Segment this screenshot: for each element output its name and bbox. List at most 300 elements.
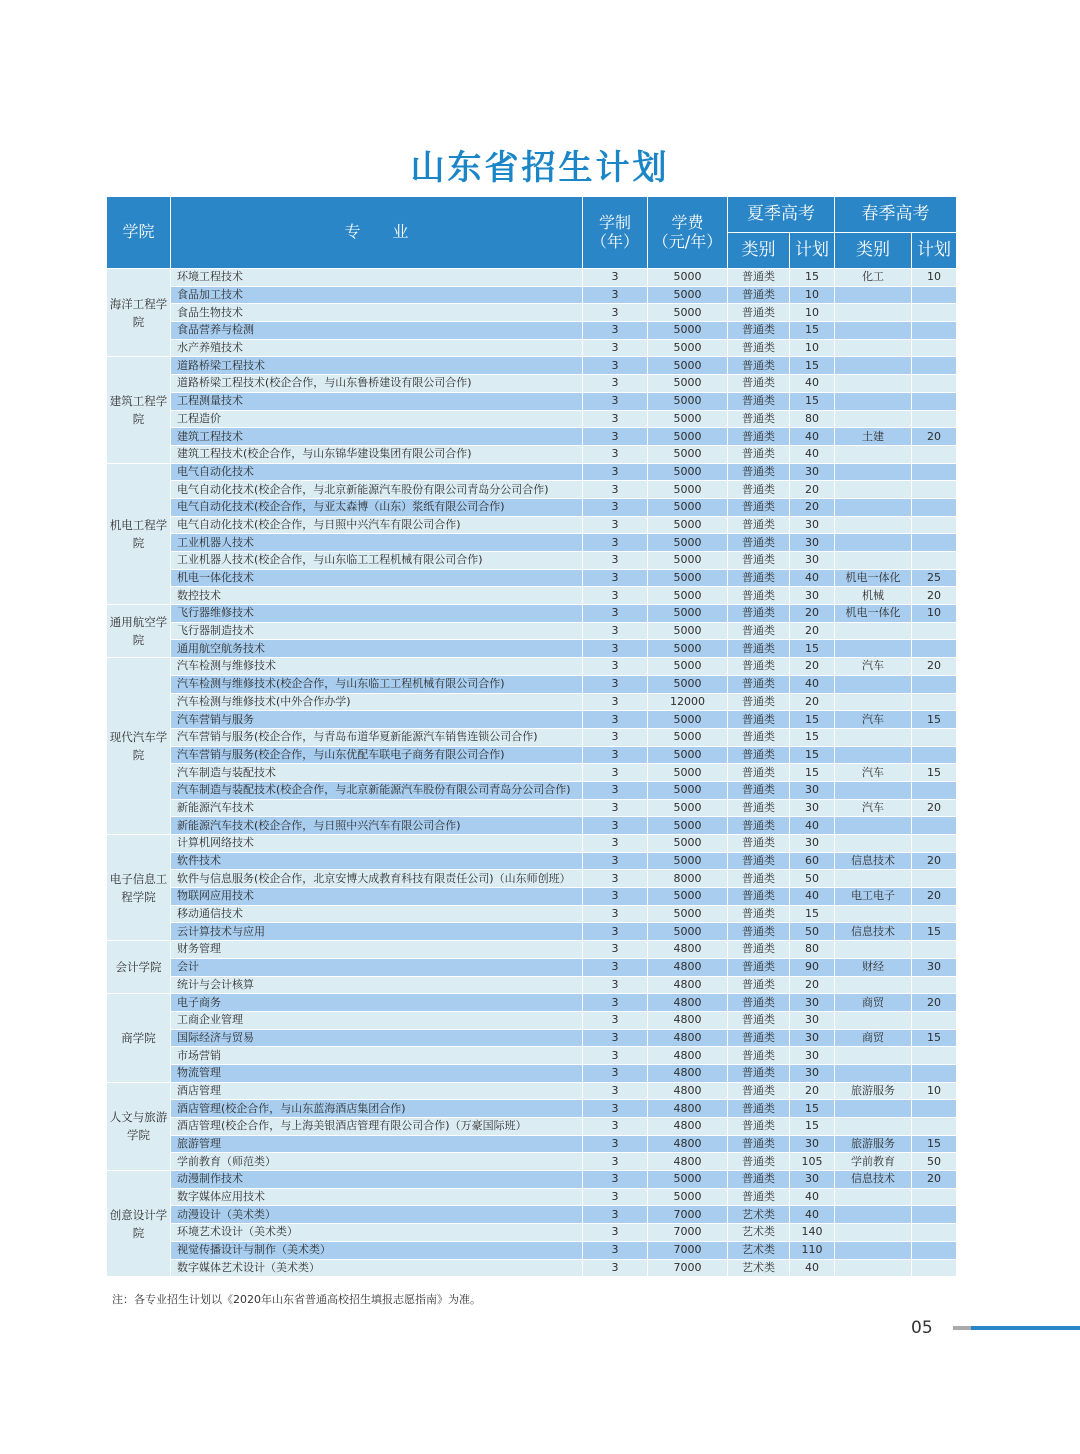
spring-type-cell	[835, 640, 912, 658]
duration-cell: 3	[583, 1206, 648, 1224]
table-row	[107, 322, 957, 340]
spring-type-cell	[835, 835, 912, 853]
spring-plan-cell	[912, 675, 957, 693]
fee-cell: 4800	[648, 1153, 728, 1171]
major-cell: 道路桥梁工程技术	[171, 357, 583, 375]
summer-plan-cell: 15	[790, 746, 835, 764]
table-row	[107, 746, 957, 764]
duration-cell: 3	[583, 1135, 648, 1153]
table-row	[107, 392, 957, 410]
summer-plan-cell: 40	[790, 1188, 835, 1206]
major-cell: 动漫制作技术	[171, 1171, 583, 1189]
spring-type-cell	[835, 728, 912, 746]
table-row	[107, 905, 957, 923]
summer-type-cell: 普通类	[728, 605, 790, 623]
fee-cell: 5000	[648, 675, 728, 693]
duration-cell: 3	[583, 498, 648, 516]
duration-cell: 3	[583, 1118, 648, 1136]
fee-cell: 5000	[648, 605, 728, 623]
major-cell: 数控技术	[171, 587, 583, 605]
spring-plan-cell: 20	[912, 1171, 957, 1189]
spring-plan-cell: 15	[912, 1029, 957, 1047]
spring-plan-cell: 50	[912, 1153, 957, 1171]
spring-type-cell: 商贸	[835, 994, 912, 1012]
spring-plan-cell	[912, 552, 957, 570]
duration-cell: 3	[583, 1029, 648, 1047]
spring-type-cell	[835, 1224, 912, 1242]
table-row	[107, 1259, 957, 1277]
spring-plan-cell	[912, 728, 957, 746]
table-row	[107, 835, 957, 853]
table-row	[107, 1100, 957, 1118]
summer-type-cell: 普通类	[728, 888, 790, 906]
spring-type-cell: 机电一体化	[835, 605, 912, 623]
spring-type-cell: 信息技术	[835, 1171, 912, 1189]
spring-plan-cell	[912, 498, 957, 516]
fee-cell: 5000	[648, 375, 728, 393]
summer-plan-cell: 15	[790, 1100, 835, 1118]
major-cell: 工程造价	[171, 410, 583, 428]
summer-type-cell: 普通类	[728, 1118, 790, 1136]
major-cell: 酒店管理(校企合作，与上海美银酒店管理有限公司合作)（万豪国际班）	[171, 1118, 583, 1136]
fee-cell: 4800	[648, 1064, 728, 1082]
duration-cell: 3	[583, 481, 648, 499]
summer-plan-cell: 15	[790, 322, 835, 340]
duration-cell: 3	[583, 1064, 648, 1082]
fee-cell: 5000	[648, 587, 728, 605]
spring-plan-cell	[912, 1206, 957, 1224]
summer-type-cell: 普通类	[728, 994, 790, 1012]
summer-plan-cell: 90	[790, 958, 835, 976]
table-row	[107, 1135, 957, 1153]
summer-plan-cell: 40	[790, 569, 835, 587]
summer-plan-cell: 20	[790, 976, 835, 994]
summer-type-cell: 艺术类	[728, 1259, 790, 1277]
table-row	[107, 693, 957, 711]
table-row	[107, 1082, 957, 1100]
spring-type-cell	[835, 1259, 912, 1277]
duration-cell: 3	[583, 976, 648, 994]
summer-plan-cell: 10	[790, 304, 835, 322]
spring-plan-cell	[912, 375, 957, 393]
spring-type-cell	[835, 286, 912, 304]
summer-type-cell: 普通类	[728, 463, 790, 481]
spring-type-cell: 汽车	[835, 799, 912, 817]
spring-type-cell	[835, 516, 912, 534]
summer-type-cell: 普通类	[728, 304, 790, 322]
table-row	[107, 445, 957, 463]
fee-cell: 7000	[648, 1241, 728, 1259]
summer-plan-cell: 20	[790, 605, 835, 623]
major-cell: 动漫设计（美术类）	[171, 1206, 583, 1224]
summer-plan-cell: 15	[790, 640, 835, 658]
summer-plan-cell: 10	[790, 339, 835, 357]
enrollment-plan-table	[106, 196, 957, 1277]
spring-plan-cell	[912, 445, 957, 463]
spring-plan-cell: 15	[912, 764, 957, 782]
duration-cell: 3	[583, 1100, 648, 1118]
fee-cell: 5000	[648, 269, 728, 287]
duration-cell: 3	[583, 764, 648, 782]
duration-cell: 3	[583, 516, 648, 534]
duration-cell: 3	[583, 569, 648, 587]
major-cell: 食品营养与检测	[171, 322, 583, 340]
major-cell: 环境工程技术	[171, 269, 583, 287]
summer-plan-cell: 40	[790, 1206, 835, 1224]
spring-plan-cell: 20	[912, 888, 957, 906]
spring-type-cell: 土建	[835, 428, 912, 446]
table-row	[107, 711, 957, 729]
summer-plan-cell: 30	[790, 835, 835, 853]
summer-plan-cell: 15	[790, 1118, 835, 1136]
summer-type-cell: 普通类	[728, 1029, 790, 1047]
major-cell: 汽车营销与服务	[171, 711, 583, 729]
summer-type-cell: 普通类	[728, 1064, 790, 1082]
summer-plan-cell: 30	[790, 1029, 835, 1047]
summer-type-cell: 普通类	[728, 870, 790, 888]
page-number: 05	[911, 1318, 933, 1338]
spring-plan-cell	[912, 870, 957, 888]
summer-type-cell: 艺术类	[728, 1206, 790, 1224]
fee-cell: 4800	[648, 1135, 728, 1153]
spring-plan-cell	[912, 463, 957, 481]
major-cell: 物流管理	[171, 1064, 583, 1082]
major-cell: 统计与会计核算	[171, 976, 583, 994]
summer-type-cell: 艺术类	[728, 1241, 790, 1259]
table-row	[107, 817, 957, 835]
fee-cell: 5000	[648, 905, 728, 923]
spring-type-cell	[835, 357, 912, 375]
summer-type-cell: 普通类	[728, 835, 790, 853]
major-cell: 物联网应用技术	[171, 888, 583, 906]
major-cell: 酒店管理	[171, 1082, 583, 1100]
summer-type-cell: 普通类	[728, 675, 790, 693]
major-cell: 电气自动化技术	[171, 463, 583, 481]
spring-type-cell: 化工	[835, 269, 912, 287]
summer-type-cell: 普通类	[728, 852, 790, 870]
duration-cell: 3	[583, 587, 648, 605]
summer-type-cell: 普通类	[728, 375, 790, 393]
summer-plan-cell: 30	[790, 552, 835, 570]
spring-type-cell: 汽车	[835, 658, 912, 676]
major-cell: 通用航空航务技术	[171, 640, 583, 658]
fee-cell: 5000	[648, 463, 728, 481]
major-cell: 软件技术	[171, 852, 583, 870]
college-cell: 创意设计学院	[107, 1171, 171, 1277]
summer-plan-cell: 40	[790, 445, 835, 463]
spring-type-cell	[835, 552, 912, 570]
duration-cell: 3	[583, 304, 648, 322]
spring-plan-cell	[912, 392, 957, 410]
table-row	[107, 781, 957, 799]
summer-plan-cell: 20	[790, 658, 835, 676]
fee-cell: 5000	[648, 534, 728, 552]
summer-plan-cell: 30	[790, 1171, 835, 1189]
summer-type-cell: 普通类	[728, 1047, 790, 1065]
table-row	[107, 640, 957, 658]
major-cell: 汽车制造与装配技术	[171, 764, 583, 782]
table-row	[107, 1241, 957, 1259]
fee-cell: 5000	[648, 852, 728, 870]
table-row	[107, 534, 957, 552]
table-row	[107, 1047, 957, 1065]
major-cell: 新能源汽车技术	[171, 799, 583, 817]
duration-cell: 3	[583, 675, 648, 693]
spring-type-cell	[835, 322, 912, 340]
fee-cell: 4800	[648, 1118, 728, 1136]
fee-cell: 5000	[648, 1188, 728, 1206]
spring-plan-cell	[912, 746, 957, 764]
major-cell: 数字媒体应用技术	[171, 1188, 583, 1206]
header-duration-line1: 学制	[598, 213, 631, 233]
spring-type-cell	[835, 746, 912, 764]
summer-type-cell: 普通类	[728, 958, 790, 976]
major-cell: 计算机网络技术	[171, 835, 583, 853]
summer-type-cell: 普通类	[728, 658, 790, 676]
fee-cell: 5000	[648, 428, 728, 446]
major-cell: 汽车检测与维修技术(中外合作办学)	[171, 693, 583, 711]
header-summer-type: 类别	[728, 233, 790, 269]
table-header	[107, 197, 957, 269]
major-cell: 工商企业管理	[171, 1011, 583, 1029]
fee-cell: 5000	[648, 552, 728, 570]
fee-cell: 5000	[648, 357, 728, 375]
summer-plan-cell: 40	[790, 1259, 835, 1277]
spring-type-cell	[835, 392, 912, 410]
spring-type-cell: 旅游服务	[835, 1082, 912, 1100]
spring-type-cell: 汽车	[835, 711, 912, 729]
spring-type-cell	[835, 1206, 912, 1224]
header-duration	[583, 197, 648, 269]
fee-cell: 5000	[648, 445, 728, 463]
duration-cell: 3	[583, 1259, 648, 1277]
fee-cell: 4800	[648, 976, 728, 994]
spring-plan-cell: 20	[912, 658, 957, 676]
spring-type-cell	[835, 1047, 912, 1065]
spring-plan-cell	[912, 976, 957, 994]
duration-cell: 3	[583, 870, 648, 888]
major-cell: 机电一体化技术	[171, 569, 583, 587]
table-row	[107, 994, 957, 1012]
footnote: 注：各专业招生计划以《2020年山东省普通高校招生填报志愿指南》为准。	[112, 1293, 481, 1306]
spring-plan-cell: 15	[912, 923, 957, 941]
spring-type-cell	[835, 976, 912, 994]
spring-type-cell	[835, 1118, 912, 1136]
summer-type-cell: 普通类	[728, 941, 790, 959]
table-row	[107, 658, 957, 676]
summer-type-cell: 普通类	[728, 622, 790, 640]
spring-type-cell	[835, 1188, 912, 1206]
spring-type-cell	[835, 445, 912, 463]
summer-plan-cell: 15	[790, 905, 835, 923]
duration-cell: 3	[583, 817, 648, 835]
major-cell: 汽车制造与装配技术(校企合作，与北京新能源汽车股份有限公司青岛分公司合作)	[171, 781, 583, 799]
fee-cell: 5000	[648, 835, 728, 853]
table-row	[107, 1064, 957, 1082]
summer-plan-cell: 30	[790, 799, 835, 817]
fee-cell: 4800	[648, 1100, 728, 1118]
fee-cell: 4800	[648, 1029, 728, 1047]
summer-plan-cell: 80	[790, 410, 835, 428]
spring-plan-cell	[912, 781, 957, 799]
summer-plan-cell: 40	[790, 428, 835, 446]
spring-plan-cell	[912, 322, 957, 340]
table-row	[107, 1188, 957, 1206]
spring-type-cell	[835, 870, 912, 888]
summer-plan-cell: 80	[790, 941, 835, 959]
summer-type-cell: 普通类	[728, 1153, 790, 1171]
college-cell: 会计学院	[107, 941, 171, 994]
summer-type-cell: 普通类	[728, 923, 790, 941]
duration-cell: 3	[583, 728, 648, 746]
spring-plan-cell: 30	[912, 958, 957, 976]
summer-type-cell: 普通类	[728, 587, 790, 605]
major-cell: 建筑工程技术(校企合作，与山东锦华建设集团有限公司合作)	[171, 445, 583, 463]
header-college: 学院	[107, 197, 171, 269]
fee-cell: 4800	[648, 1047, 728, 1065]
spring-type-cell	[835, 941, 912, 959]
spring-type-cell	[835, 622, 912, 640]
spring-plan-cell	[912, 1224, 957, 1242]
major-cell: 旅游管理	[171, 1135, 583, 1153]
table-row	[107, 269, 957, 287]
spring-plan-cell	[912, 941, 957, 959]
fee-cell: 5000	[648, 711, 728, 729]
summer-type-cell: 普通类	[728, 410, 790, 428]
spring-plan-cell	[912, 410, 957, 428]
fee-cell: 5000	[648, 781, 728, 799]
fee-cell: 5000	[648, 746, 728, 764]
fee-cell: 5000	[648, 799, 728, 817]
spring-plan-cell: 20	[912, 587, 957, 605]
fee-cell: 4800	[648, 994, 728, 1012]
page-title: 山东省招生计划	[410, 148, 670, 188]
table-row	[107, 410, 957, 428]
table-row	[107, 375, 957, 393]
major-cell: 电气自动化技术(校企合作，与日照中兴汽车有限公司合作)	[171, 516, 583, 534]
header-major: 专 业	[171, 197, 583, 269]
duration-cell: 3	[583, 552, 648, 570]
major-cell: 工程测量技术	[171, 392, 583, 410]
header-spring-exam: 春季高考	[835, 197, 957, 233]
spring-plan-cell: 10	[912, 605, 957, 623]
summer-plan-cell: 15	[790, 711, 835, 729]
duration-cell: 3	[583, 658, 648, 676]
summer-plan-cell: 15	[790, 357, 835, 375]
summer-type-cell: 普通类	[728, 534, 790, 552]
spring-plan-cell	[912, 1100, 957, 1118]
major-cell: 水产养殖技术	[171, 339, 583, 357]
summer-type-cell: 普通类	[728, 552, 790, 570]
summer-plan-cell: 20	[790, 498, 835, 516]
table-row	[107, 1153, 957, 1171]
table-body	[107, 269, 957, 1277]
duration-cell: 3	[583, 994, 648, 1012]
table-row	[107, 1029, 957, 1047]
duration-cell: 3	[583, 428, 648, 446]
spring-type-cell: 学前教育	[835, 1153, 912, 1171]
spring-plan-cell: 10	[912, 1082, 957, 1100]
spring-plan-cell	[912, 304, 957, 322]
fee-cell: 5000	[648, 1171, 728, 1189]
fee-cell: 5000	[648, 640, 728, 658]
major-cell: 汽车检测与维修技术	[171, 658, 583, 676]
college-cell: 人文与旅游学院	[107, 1082, 171, 1170]
header-spring-type: 类别	[835, 233, 912, 269]
footer-bar-gray	[953, 1326, 971, 1330]
spring-plan-cell	[912, 1011, 957, 1029]
spring-type-cell: 汽车	[835, 764, 912, 782]
fee-cell: 4800	[648, 1011, 728, 1029]
spring-type-cell	[835, 463, 912, 481]
fee-cell: 5000	[648, 764, 728, 782]
fee-cell: 5000	[648, 888, 728, 906]
spring-type-cell: 旅游服务	[835, 1135, 912, 1153]
spring-type-cell: 电工电子	[835, 888, 912, 906]
duration-cell: 3	[583, 357, 648, 375]
spring-plan-cell: 15	[912, 711, 957, 729]
duration-cell: 3	[583, 1241, 648, 1259]
summer-plan-cell: 30	[790, 587, 835, 605]
summer-type-cell: 普通类	[728, 764, 790, 782]
spring-plan-cell: 20	[912, 852, 957, 870]
header-fee-line1: 学费	[671, 213, 704, 233]
fee-cell: 5000	[648, 339, 728, 357]
major-cell: 酒店管理(校企合作，与山东蓝海酒店集团合作)	[171, 1100, 583, 1118]
table-row	[107, 552, 957, 570]
duration-cell: 3	[583, 835, 648, 853]
summer-plan-cell: 40	[790, 375, 835, 393]
summer-type-cell: 普通类	[728, 1135, 790, 1153]
table-row	[107, 870, 957, 888]
summer-plan-cell: 30	[790, 994, 835, 1012]
header-fee	[648, 197, 728, 269]
spring-type-cell: 机电一体化	[835, 569, 912, 587]
table-row	[107, 622, 957, 640]
major-cell: 汽车营销与服务(校企合作，与青岛布道华夏新能源汽车销售连锁公司合作)	[171, 728, 583, 746]
college-cell: 电子信息工程学院	[107, 835, 171, 941]
table-row	[107, 675, 957, 693]
duration-cell: 3	[583, 1171, 648, 1189]
major-cell: 软件与信息服务(校企合作，北京安博大成教育科技有限责任公司)（山东师创班）	[171, 870, 583, 888]
duration-cell: 3	[583, 1011, 648, 1029]
spring-type-cell	[835, 375, 912, 393]
major-cell: 环境艺术设计（美术类）	[171, 1224, 583, 1242]
summer-type-cell: 普通类	[728, 569, 790, 587]
duration-cell: 3	[583, 781, 648, 799]
table-row	[107, 304, 957, 322]
fee-cell: 5000	[648, 304, 728, 322]
duration-cell: 3	[583, 905, 648, 923]
summer-type-cell: 普通类	[728, 799, 790, 817]
major-cell: 电子商务	[171, 994, 583, 1012]
spring-type-cell	[835, 693, 912, 711]
table-row	[107, 587, 957, 605]
spring-plan-cell	[912, 693, 957, 711]
duration-cell: 3	[583, 1224, 648, 1242]
summer-type-cell: 普通类	[728, 481, 790, 499]
summer-type-cell: 普通类	[728, 1011, 790, 1029]
fee-cell: 5000	[648, 516, 728, 534]
table-row	[107, 357, 957, 375]
spring-plan-cell: 20	[912, 799, 957, 817]
fee-cell: 5000	[648, 728, 728, 746]
major-cell: 工业机器人技术(校企合作，与山东临工工程机械有限公司合作)	[171, 552, 583, 570]
duration-cell: 3	[583, 445, 648, 463]
major-cell: 会计	[171, 958, 583, 976]
fee-cell: 4800	[648, 958, 728, 976]
summer-plan-cell: 30	[790, 1047, 835, 1065]
